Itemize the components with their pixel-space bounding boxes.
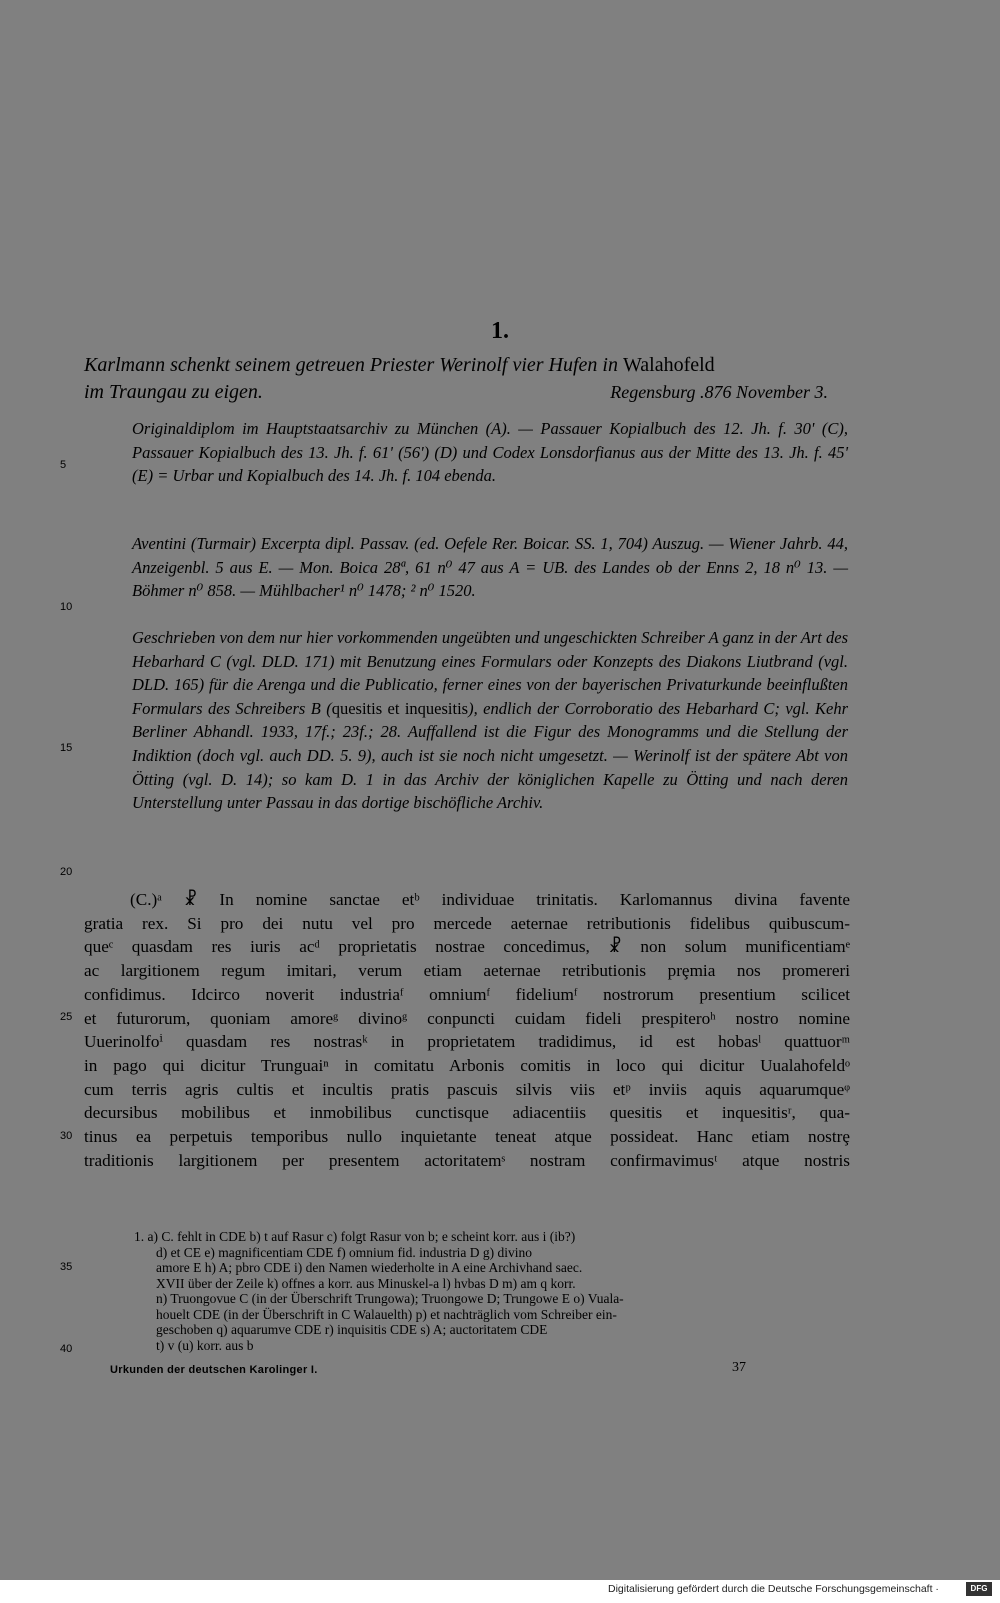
digitization-credit: Digitalisierung gefördert durch die Deutsche Forschungsgemeinschaft · [608, 1583, 939, 1595]
line-number: 10 [60, 601, 73, 613]
title-place: Walahofeld [622, 354, 715, 376]
line-number: 35 [60, 1261, 73, 1273]
charter-line: et futurorum, quoniam amoreᵍ divinoᵍ conpuncti cuidam fideli prespiteroʰ nostro nomine [84, 1008, 850, 1028]
footnote-line: n) Truongovue C (in der Überschrift Trungowa); Truongowe D; Trungowe E o) Vuala- [156, 1291, 624, 1306]
charter-line: traditionis largitionem per presentem actoritatemˢ nostram confirmavimusᵗ atque nostris [84, 1150, 850, 1170]
footnote-line: houelt CDE (in der Überschrift in C Walauelth) p) et nachträglich vom Schreiber ein- [156, 1306, 617, 1322]
footnote-line: amore E h) A; pbro CDE i) den Namen wiederholte in A eine Archivhand saec. [156, 1260, 583, 1275]
dfg-logo: DFG [966, 1582, 992, 1596]
line-number: 20 [60, 866, 73, 878]
footnote-line: t) v (u) korr. aus b [156, 1337, 254, 1353]
footnote-line: 1. a) C. fehlt in CDE b) t auf Rasur c) folgt Rasur von b; e scheint korr. aus i (ib?) [134, 1229, 576, 1244]
charter-line: decursibus mobilibus et inmobilibus cunctisque adiacentiis quesitis et inquesitisʳ, qua- [84, 1103, 850, 1123]
tradition-paragraph: Originaldiplom im Hauptstaatsarchiv zu München (A). — Passauer Kopialbuch des 12. Jh. f. 30' (C), Passauer Kopialbuch des 13. Jh. f. 61' (56') (D) und Codex Lonsdorfianus aus der Mitte des 13. Jh. f. 45' (E) = Urbar und Kopialbuch des 14. Jh. f. 104 ebenda. [132, 419, 848, 486]
footnote-line: XVII über der Zeile k) offnes a korr. aus Minuskel-a l) hvbas D m) am q korr. [156, 1275, 576, 1291]
line-number: 5 [60, 459, 67, 471]
footnotes [110, 1229, 852, 1353]
document-number: 1. [491, 318, 509, 344]
commentary-part2: ), endlich der Corroboratio des Hebarhard C; vgl. Kehr Berliner Abhandl. 1933, 17f.; 23f.; 28. Auffallend ist die Figur des Monogramms und die Stellung der Indiktion (doch vgl. auch DD. 5. 9), auch ist sie noch nicht umgesetzt. — Werinolf ist der spätere Abt von Ötting (vgl. D. 14); so kam D. 1 in das Archiv der königlichen Kapelle zu Ötting und nach deren Unterstellung unter Passau in das dortige bischöfliche Archiv. [132, 698, 848, 813]
commentary-paragraph [132, 626, 848, 815]
title-italic: Karlmann schenkt seinem getreuen Priester Werinolf vier Hufen in [84, 354, 618, 376]
charter-text [84, 888, 850, 1172]
title-date: Regensburg .876 November 3. [610, 382, 828, 402]
charter-line: (C.)ᵃ ☧ In nomine sanctae etᵇ individuae trinitatis. Karlomannus divina favente [130, 890, 850, 909]
running-footer: Urkunden der deutschen Karolinger I. [110, 1364, 318, 1376]
charter-line: gratia rex. Si pro dei nutu vel pro mercede aeternae retributionis fidelibus quibuscum- [84, 913, 850, 933]
line-number: 25 [60, 1011, 73, 1023]
line-number: 40 [60, 1343, 73, 1355]
charter-line: tinus ea perpetuis temporibus nullo inquietante teneat atque possideat. Hanc etiam nostrȩ [84, 1127, 850, 1147]
commentary-roman: quesitis et inquesitis [331, 698, 469, 718]
line-number: 30 [60, 1130, 73, 1142]
charter-line: Uuerinolfoⁱ quasdam res nostrasᵏ in proprietatem tradidimus, id est hobasˡ quattuorᵐ [84, 1032, 850, 1052]
title-line2: im Traungau zu eigen. [84, 381, 263, 403]
line-number: 15 [60, 742, 73, 754]
editions-paragraph: Aventini (Turmair) Excerpta dipl. Passav. (ed. Oefele Rer. Boicar. SS. 1, 704) Auszug. — Wiener Jahrb. 44, Anzeigenbl. 5 aus E. — Mon. Boica 28ª, 61 n⁰ 47 aus A = UB. des Landes ob der Enns 2, 18 n⁰ 13. — Böhmer n⁰ 858. — Mühlbacher¹ n⁰ 1478; ² n⁰ 1520. [132, 534, 848, 601]
footnote-line: d) et CE e) magnificentiam CDE f) omnium fid. industria D g) divino [156, 1244, 533, 1260]
regest-title [84, 352, 846, 406]
charter-line: cum terris agris cultis et incultis pratis pascuis silvis viis etᵖ inviis aquis aquarumqueᵠ [84, 1079, 850, 1099]
charter-line: in pago qui dicitur Trunguaiⁿ in comitatu Arbonis comitis in loco qui dicitur Uualahofeldᵒ [84, 1055, 850, 1075]
charter-line: queᶜ quasdam res iuris acᵈ proprietatis nostrae concedimus, ☧ non solum munificentiamᵉ [84, 937, 850, 957]
page-number: 37 [732, 1360, 746, 1375]
charter-line: confidimus. Idcirco noverit industriaᶠ omniumᶠ fideliumᶠ nostrorum presentium scilicet [84, 984, 850, 1004]
commentary-part1: Geschrieben von dem nur hier vorkommenden ungeübten und ungeschickten Schreiber A ganz in der Art des Hebarhard C (vgl. DLD. 171) mit Benutzung eines Formulars oder Konzepts des Diakons Liutbrand (vgl. DLD. 165) für die Arenga und die Publicatio, ferner eines von der bayerischen Privaturkunde beeinflußten Formulars des Schreibers B ( [132, 628, 848, 718]
charter-line: ac largitionem regum imitari, verum etiam aeternae retributionis prȩmia nos promereri [84, 961, 850, 981]
footnote-line: geschoben q) aquarumve CDE r) inquisitis CDE s) A; auctoritatem CDE [156, 1322, 548, 1337]
